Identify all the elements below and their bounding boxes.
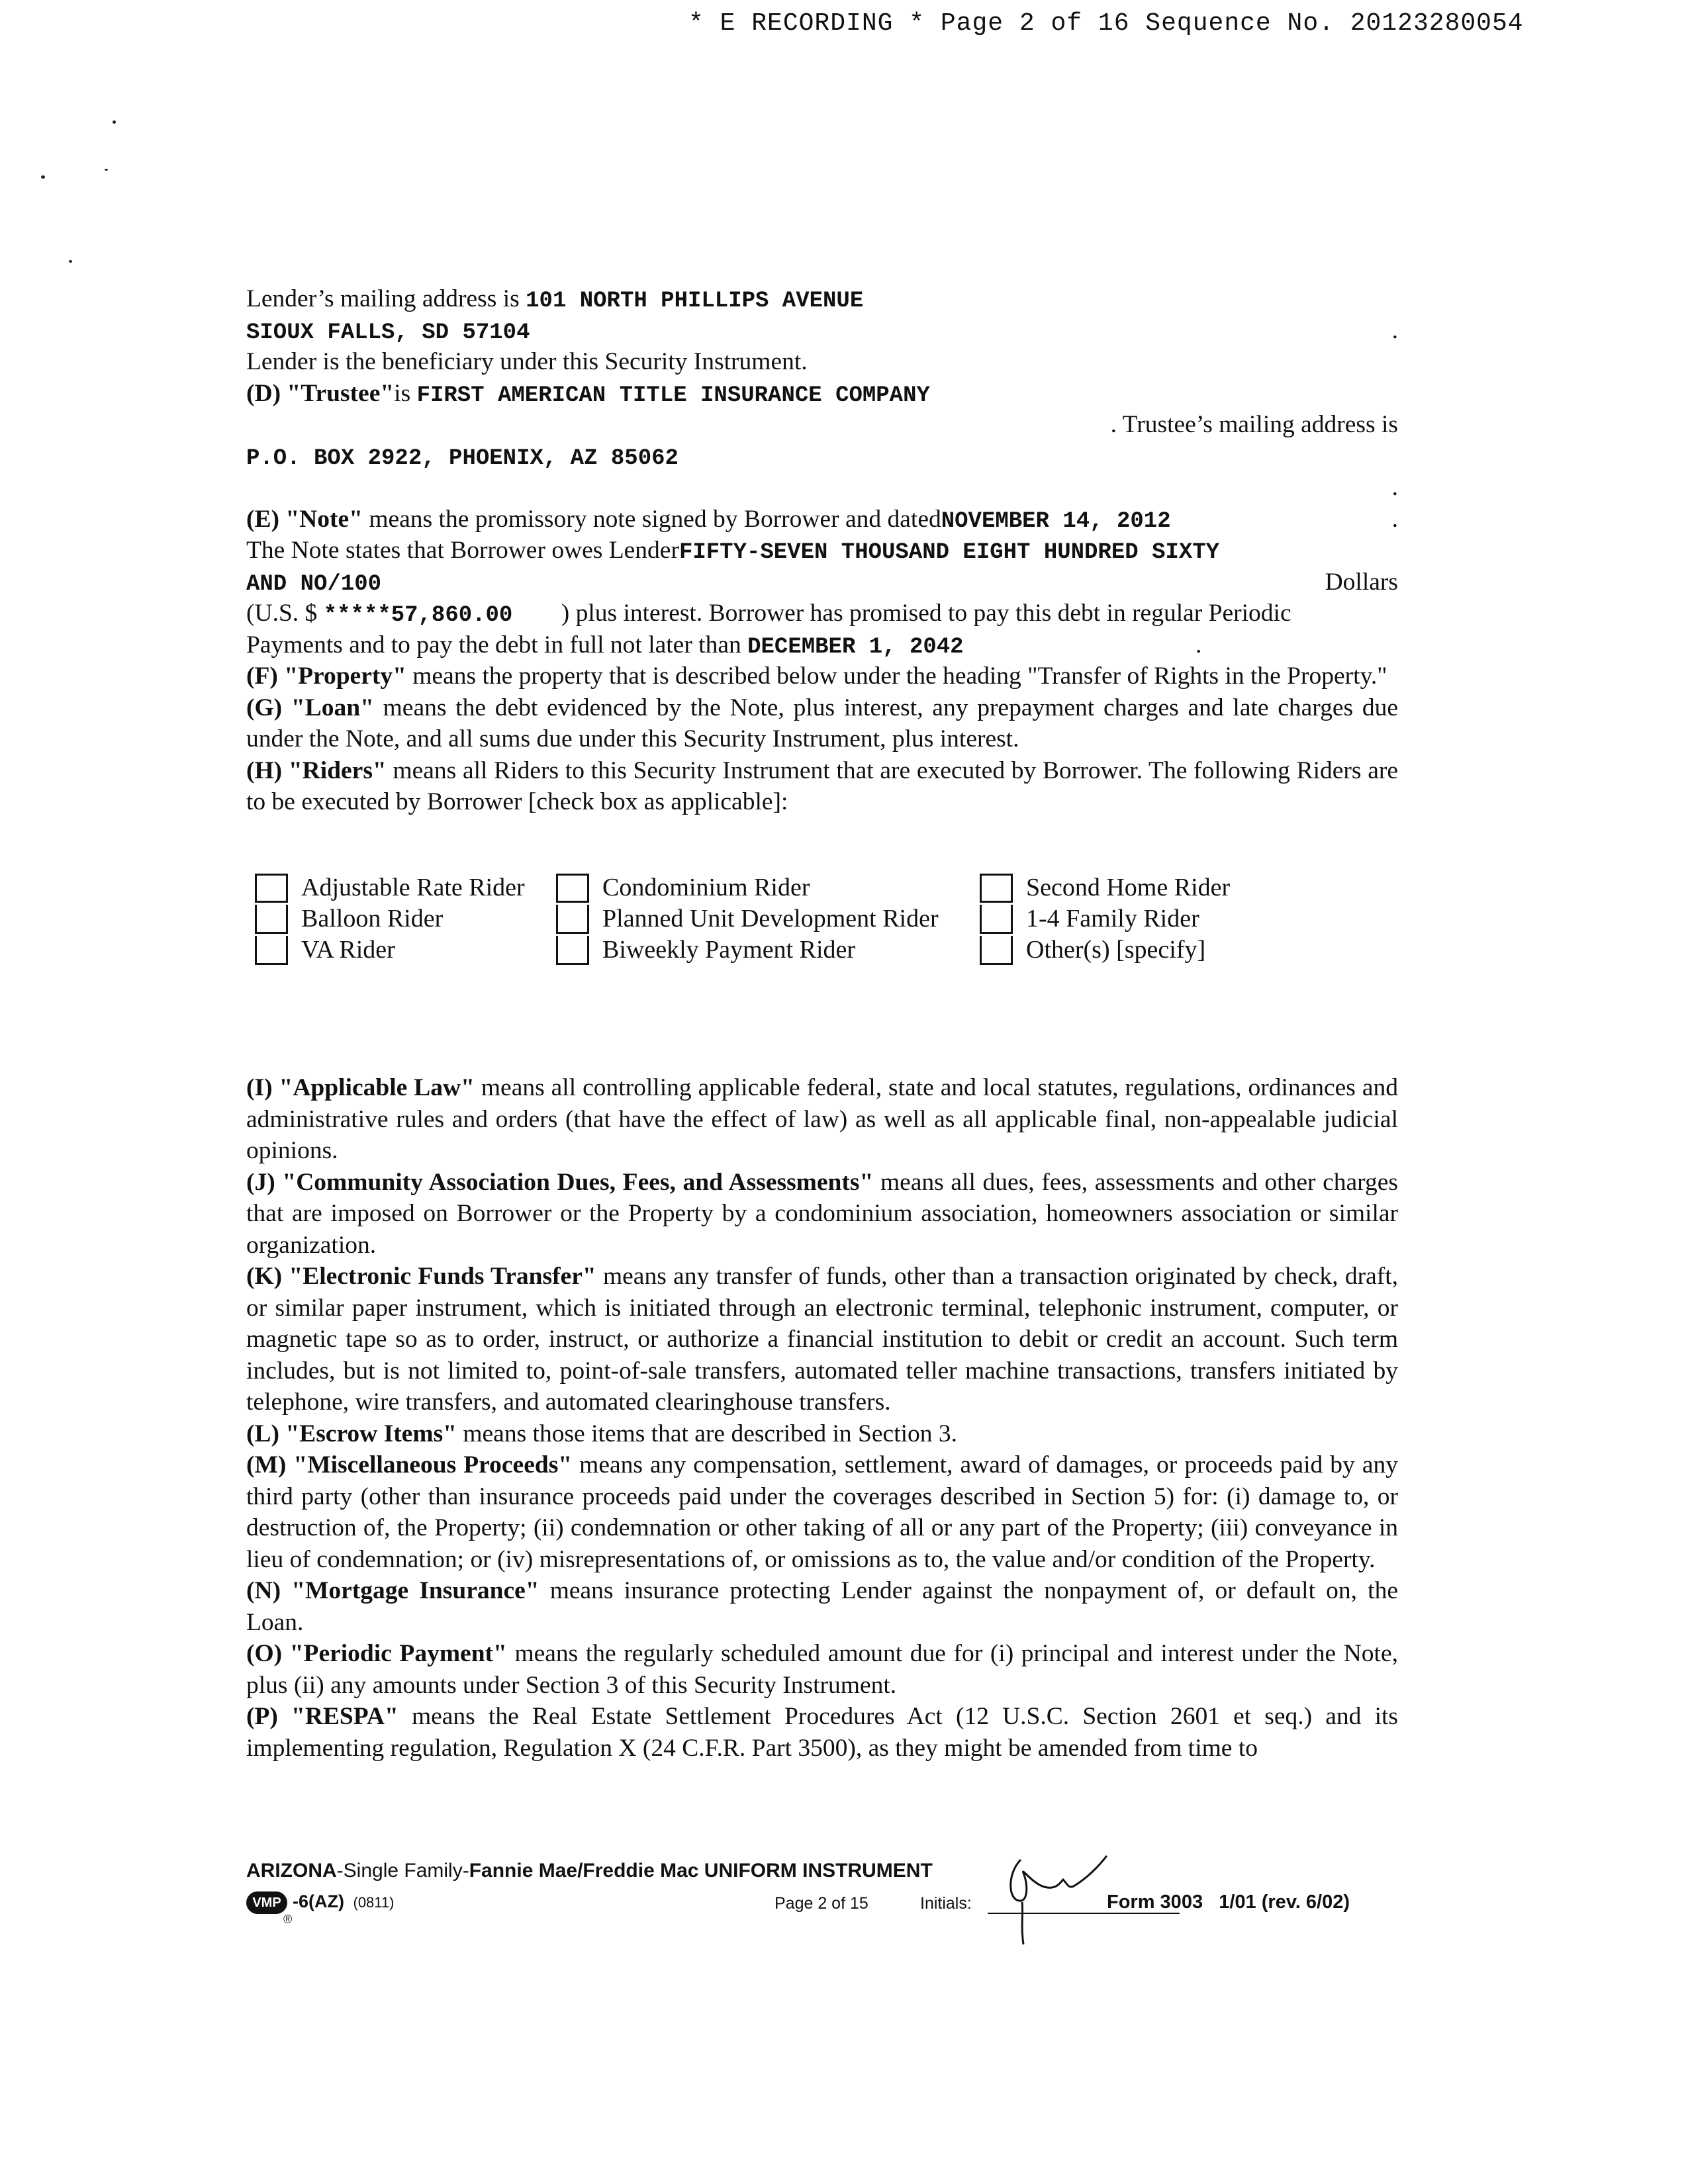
definition-text: means all dues, fees, assessments and other charges that are imposed on Borrower or the Property by a condominium association, homeowners association or similar organization. xyxy=(246,1168,1398,1259)
checkbox-condominium-rider[interactable] xyxy=(556,874,589,903)
definition-text: means the debt evidenced by the Note, plus interest, any prepayment charges and late charges due under the Note, and all sums due under this Security Instrument, plus interest. xyxy=(246,694,1398,752)
lender-address-line2 xyxy=(246,315,1398,347)
lender-beneficiary: Lender is the beneficiary under this Security Instrument. xyxy=(246,348,808,375)
definition-community-association-dues xyxy=(246,1167,1398,1261)
form-code xyxy=(293,1891,394,1912)
trustee-mailing-line xyxy=(246,409,1398,441)
lender-address-city: SIOUX FALLS, SD 57104 xyxy=(246,320,530,345)
us-dollar-prefix: (U.S. $ xyxy=(246,600,318,627)
definitions-list xyxy=(246,1072,1398,1764)
rider-label: Planned Unit Development Rider xyxy=(602,905,939,933)
definition-label: (O) "Periodic Payment" xyxy=(246,1640,507,1667)
riders-checkbox-grid xyxy=(255,872,1314,978)
rider-label: Condominium Rider xyxy=(602,874,810,901)
lender-address-line1 xyxy=(246,283,1398,315)
form-footer xyxy=(246,1846,1398,1946)
checkbox-biweekly-payment-rider[interactable] xyxy=(556,936,589,965)
definition-miscellaneous-proceeds xyxy=(246,1449,1398,1575)
note-amount: *****57,860.00 xyxy=(323,603,513,628)
definition-applicable-law xyxy=(246,1072,1398,1167)
document-body-top xyxy=(246,283,1398,818)
definition-label: (J) "Community Association Dues, Fees, and Assessments" xyxy=(246,1168,874,1196)
vmp-logo-icon: VMP xyxy=(246,1891,287,1914)
scan-speck xyxy=(41,175,45,179)
form-title-state: ARIZONA xyxy=(246,1860,337,1882)
definition-label: (P) "RESPA" xyxy=(246,1703,399,1730)
checkbox-1-4-family-rider[interactable] xyxy=(980,905,1013,934)
note-amount-words: FIFTY-SEVEN THOUSAND EIGHT HUNDRED SIXTY xyxy=(679,540,1220,565)
definition-respa xyxy=(246,1701,1398,1764)
checkbox-second-home-rider[interactable] xyxy=(980,874,1013,903)
definition-text: means the regularly scheduled amount due for (i) principal and interest under the Note, plus (ii) any amounts under Section 3 of this Security Instrument. xyxy=(246,1640,1398,1699)
form-title xyxy=(246,1860,933,1882)
definition-label: (F) "Property" xyxy=(246,662,406,690)
rider-label: Second Home Rider xyxy=(1026,874,1231,901)
definition-text: means all controlling applicable federal, state and local statutes, regulations, ordinances and administrative rules and orders (that have the effect of law) as well as all applicable final, non-appealable judicial opinions. xyxy=(246,1074,1398,1164)
trustee-is: is xyxy=(394,379,411,407)
checkbox-planned-unit-development-rider[interactable] xyxy=(556,905,589,934)
checkbox-va-rider[interactable] xyxy=(255,936,288,965)
rider-label: 1-4 Family Rider xyxy=(1026,905,1199,933)
definition-text: means any compensation, settlement, award of damages, or proceeds paid by any third party (other than insurance proceeds paid under the coverages described in Section 5) for: (i) damage to, or destruction of, the Property; (ii) condemnation or other taking of all or any part of the Property; (iii) conveyance in lieu of condemnation; or (iv) misrepresentations of, or omissions as to, the value and/or condition of the Property. xyxy=(246,1451,1398,1573)
form-code-date: (0811) xyxy=(353,1894,395,1911)
scan-speck xyxy=(69,260,72,263)
checkbox-balloon-rider[interactable] xyxy=(255,905,288,934)
trustee-name: FIRST AMERICAN TITLE INSURANCE COMPANY xyxy=(416,383,930,408)
page-number: Page 2 of 15 xyxy=(774,1894,868,1913)
form-title-instrument: Fannie Mae/Freddie Mac UNIFORM INSTRUMENT xyxy=(469,1860,933,1882)
definition-label: (H) "Riders" xyxy=(246,756,387,784)
definition-periodic-payment xyxy=(246,1638,1398,1701)
note-maturity-text: Payments and to pay the debt in full not later than xyxy=(246,631,741,659)
rider-label: Biweekly Payment Rider xyxy=(602,936,856,964)
note-text: means the promissory note signed by Borrower and dated xyxy=(369,505,941,533)
rider-label: Balloon Rider xyxy=(301,905,444,933)
definition-text: means any transfer of funds, other than a transaction originated by check, draft, or similar paper instrument, which is initiated through an electronic terminal, telephonic instrument, computer, or magnetic tape so as to order, instruct, or authorize a financial institution to debit or credit an account. Such term includes, but is not limited to, point-of-sale transfers, automated teller machine transactions, transfers initiated by telephone, wire transfers, and automated clearinghouse transfers. xyxy=(246,1263,1398,1416)
registered-mark: ® xyxy=(283,1913,293,1926)
definition-mortgage-insurance xyxy=(246,1575,1398,1638)
note-date: NOVEMBER 14, 2012 xyxy=(941,508,1171,534)
initials-label: Initials: xyxy=(920,1894,972,1913)
lender-address-street: 101 NORTH PHILLIPS AVENUE xyxy=(526,289,864,314)
period-mark: . xyxy=(1391,474,1398,501)
definition-text: means insurance protecting Lender against the nonpayment of, or default on, the Loan. xyxy=(246,1577,1398,1636)
lender-mailing-prefix: Lender’s mailing address is xyxy=(246,285,520,312)
note-amount-line xyxy=(246,598,1398,629)
note-amount-words-cont: AND NO/100 xyxy=(246,571,382,597)
note-maturity-date: DECEMBER 1, 2042 xyxy=(747,634,964,660)
note-maturity-line xyxy=(246,629,1398,661)
trustee-label: (D) "Trustee" xyxy=(246,379,395,407)
trustee-address-line xyxy=(246,441,1398,473)
definition-loan xyxy=(246,692,1398,755)
scan-speck xyxy=(113,120,116,124)
trustee-line xyxy=(246,378,1398,410)
definition-text: means the Real Estate Settlement Procedures Act (12 U.S.C. Section 2601 et seq.) and its implementing regulation, Regulation X (24 C.F.R. Part 3500), as they might be amended from time to xyxy=(246,1703,1398,1762)
note-label: (E) "Note" xyxy=(246,505,363,533)
rider-label: Other(s) [specify] xyxy=(1026,936,1206,964)
definition-text: means the property that is described below under the heading "Transfer of Rights in the Property." xyxy=(406,662,1387,690)
definition-text: means all Riders to this Security Instrument that are executed by Borrower. The following Riders are to be executed by Borrower [check box as applicable]: xyxy=(246,756,1398,815)
note-line xyxy=(246,504,1398,535)
definition-label: (N) "Mortgage Insurance" xyxy=(246,1577,539,1604)
note-interest-text: ) plus interest. Borrower has promised to pay this debt in regular Periodic xyxy=(561,600,1291,627)
trustee-mailing-suffix: . Trustee’s mailing address is xyxy=(1110,411,1398,438)
dollars-label: Dollars xyxy=(1325,568,1398,596)
note-owes-text: The Note states that Borrower owes Lender xyxy=(246,537,679,564)
definition-label: (I) "Applicable Law" xyxy=(246,1074,475,1101)
definition-property xyxy=(246,660,1398,692)
definition-riders xyxy=(246,755,1398,818)
period-mark: . xyxy=(1196,631,1202,659)
note-owes-line2 xyxy=(246,567,1398,598)
definition-text: means those items that are described in Section 3. xyxy=(456,1420,958,1447)
period-mark: . xyxy=(1391,505,1398,533)
definition-label: (M) "Miscellaneous Proceeds" xyxy=(246,1451,573,1479)
note-owes-line xyxy=(246,535,1398,567)
definition-label: (G) "Loan" xyxy=(246,694,374,721)
checkbox-adjustable-rate-rider[interactable] xyxy=(255,874,288,903)
rider-label: Adjustable Rate Rider xyxy=(301,874,525,901)
definition-electronic-funds-transfer xyxy=(246,1261,1398,1418)
form-number: Form 3003 1/01 (rev. 6/02) xyxy=(1107,1891,1350,1913)
scan-speck xyxy=(105,169,108,171)
trustee-address: P.O. BOX 2922, PHOENIX, AZ 85062 xyxy=(246,445,679,471)
rider-label: VA Rider xyxy=(301,936,395,964)
definition-label: (K) "Electronic Funds Transfer" xyxy=(246,1263,596,1290)
definition-label: (L) "Escrow Items" xyxy=(246,1420,457,1447)
recording-header: * E RECORDING * Page 2 of 16 Sequence No. 20123280054 xyxy=(688,9,1524,38)
definition-escrow-items xyxy=(246,1418,1398,1450)
form-code-value: -6(AZ) xyxy=(293,1891,344,1911)
period-mark: . xyxy=(1391,316,1398,344)
form-title-type: -Single Family- xyxy=(336,1860,469,1882)
blank-line xyxy=(246,472,1398,504)
checkbox-others-specify[interactable] xyxy=(980,936,1013,965)
